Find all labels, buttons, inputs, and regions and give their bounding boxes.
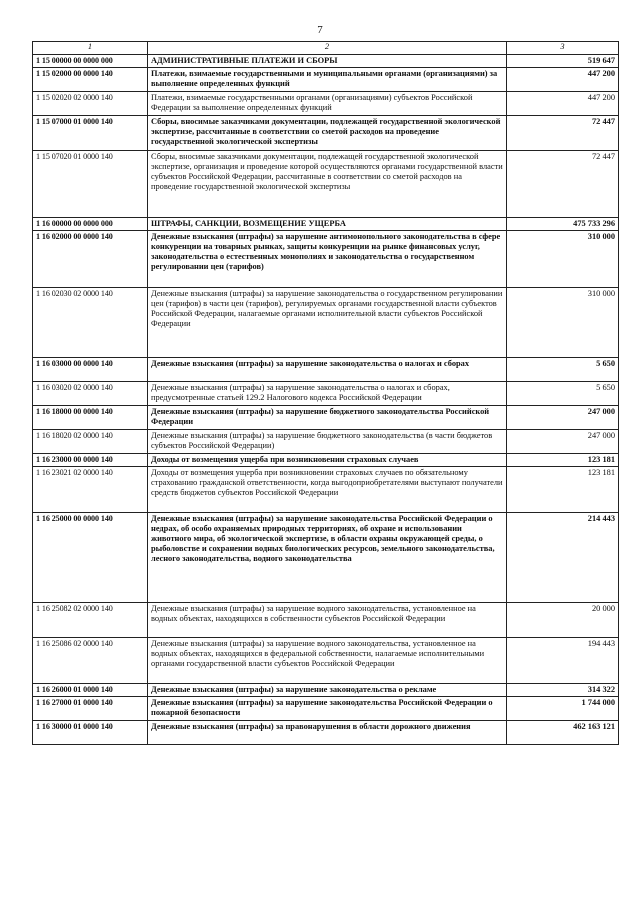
column-header-amount: 3 (507, 42, 619, 55)
table-row (33, 92, 619, 116)
budget-code-cell: 1 16 25082 02 0000 140 (33, 603, 148, 638)
amount-cell: 310 000 (507, 231, 619, 288)
budget-code-cell: 1 16 02030 02 0000 140 (33, 288, 148, 358)
budget-code-cell: 1 16 18000 00 0000 140 (33, 406, 148, 430)
column-header-name: 2 (148, 42, 507, 55)
amount-cell: 20 000 (507, 603, 619, 638)
amount-cell: 5 650 (507, 358, 619, 382)
table-row (33, 721, 619, 745)
description-cell: АДМИНИСТРАТИВНЫЕ ПЛАТЕЖИ И СБОРЫ (148, 55, 507, 68)
budget-code-cell: 1 15 07000 01 0000 140 (33, 116, 148, 151)
amount-cell: 5 650 (507, 382, 619, 406)
table-row (33, 467, 619, 513)
description-cell: Платежи, взимаемые государственными органами (организациями) субъектов Российской Федерации за выполнение определенных функций (148, 92, 507, 116)
description-cell: Денежные взыскания (штрафы) за нарушение законодательства о налогах и сборах (148, 358, 507, 382)
budget-code-cell: 1 16 23021 02 0000 140 (33, 467, 148, 513)
amount-cell: 123 181 (507, 467, 619, 513)
table-row (33, 638, 619, 684)
amount-cell: 314 322 (507, 684, 619, 697)
budget-code-cell: 1 16 25086 02 0000 140 (33, 638, 148, 684)
description-cell: Денежные взыскания (штрафы) за нарушение законодательства о налогах и сборах, предусмотренные статьей 129.2 Налогового кодекса Российской Федерации (148, 382, 507, 406)
table-row (33, 55, 619, 68)
budget-code-cell: 1 15 07020 01 0000 140 (33, 151, 148, 218)
table-row (33, 513, 619, 603)
table-row (33, 151, 619, 218)
description-cell: Денежные взыскания (штрафы) за нарушение законодательства Российской Федерации о пожарной безопасности (148, 697, 507, 721)
table-row (33, 218, 619, 231)
table-row (33, 382, 619, 406)
description-cell: Денежные взыскания (штрафы) за нарушение законодательства Российской Федерации о недрах, об особо охраняемых природных территориях, об охране и использовании животного мира, об экологической экспертизе, в области охраны окружающей среды, о рыболовстве и сохранении водных биологических ресурсов, земельного законодательства, лесного законодательства, водного законодательства (148, 513, 507, 603)
table-row (33, 430, 619, 454)
amount-cell: 72 447 (507, 151, 619, 218)
description-cell: Денежные взыскания (штрафы) за нарушение законодательства о рекламе (148, 684, 507, 697)
amount-cell: 475 733 296 (507, 218, 619, 231)
amount-cell: 519 647 (507, 55, 619, 68)
description-cell: Сборы, вносимые заказчиками документации, подлежащей государственной экологической экспертизе, рассчитанные в соответствии со сметой расходов на проведение государственной экологической экспертизы (148, 116, 507, 151)
amount-cell: 247 000 (507, 430, 619, 454)
description-cell: Денежные взыскания (штрафы) за нарушение бюджетного законодательства (в части бюджетов субъектов Российской Федерации) (148, 430, 507, 454)
table-row (33, 603, 619, 638)
budget-revenue-table (32, 41, 619, 745)
table-row (33, 288, 619, 358)
budget-code-cell: 1 16 30000 01 0000 140 (33, 721, 148, 745)
table-row (33, 116, 619, 151)
amount-cell: 194 443 (507, 638, 619, 684)
column-header-code: 1 (33, 42, 148, 55)
budget-code-cell: 1 16 00000 00 0000 000 (33, 218, 148, 231)
description-cell: Денежные взыскания (штрафы) за нарушение антимонопольного законодательства в сфере конкуренции на товарных рынках, защиты конкуренции на рынке финансовых услуг, законодательства о естественных монополиях и законодательства о государственном регулировании цен (тарифов) (148, 231, 507, 288)
budget-code-cell: 1 16 03000 00 0000 140 (33, 358, 148, 382)
description-cell: Доходы от возмещения ущерба при возникновении страховых случаев по обязательному страхованию гражданской ответственности, когда выгодоприобретателями выступают получатели средств бюджетов субъектов Российской Федерации (148, 467, 507, 513)
table-row (33, 697, 619, 721)
budget-code-cell: 1 16 25000 00 0000 140 (33, 513, 148, 603)
budget-code-cell: 1 16 02000 00 0000 140 (33, 231, 148, 288)
amount-cell: 1 744 000 (507, 697, 619, 721)
page-number: 7 (317, 24, 323, 36)
description-cell: Денежные взыскания (штрафы) за правонарушения в области дорожного движения (148, 721, 507, 745)
budget-code-cell: 1 15 02020 02 0000 140 (33, 92, 148, 116)
amount-cell: 123 181 (507, 454, 619, 467)
description-cell: Денежные взыскания (штрафы) за нарушение водного законодательства, установленное на водных объектах, находящихся в федеральной собственности, налагаемые исполнительными органами государственной власти субъектов Российской Федерации (148, 638, 507, 684)
description-cell: ШТРАФЫ, САНКЦИИ, ВОЗМЕЩЕНИЕ УЩЕРБА (148, 218, 507, 231)
table-row (33, 406, 619, 430)
description-cell: Денежные взыскания (штрафы) за нарушение законодательства о государственном регулировании цен (тарифов) в части цен (тарифов), регулируемых органами государственной власти субъектов Российской Федерации, налагаемые органами исполнительной власти субъектов Российской Федерации (148, 288, 507, 358)
description-cell: Денежные взыскания (штрафы) за нарушение бюджетного законодательства Российской Федерации (148, 406, 507, 430)
amount-cell: 447 200 (507, 68, 619, 92)
amount-cell: 72 447 (507, 116, 619, 151)
description-cell: Сборы, вносимые заказчиками документации, подлежащей государственной экологической экспертизе, организация и проведение которой осуществляются органами государственной власти субъектов Российской Федерации, рассчитанные в соответствии со сметой расходов на проведение государственной экологической экспертизы (148, 151, 507, 218)
table-row (33, 684, 619, 697)
description-cell: Платежи, взимаемые государственными и муниципальными органами (организациями) за выполнение определенных функций (148, 68, 507, 92)
amount-cell: 247 000 (507, 406, 619, 430)
budget-code-cell: 1 16 23000 00 0000 140 (33, 454, 148, 467)
budget-code-cell: 1 16 03020 02 0000 140 (33, 382, 148, 406)
budget-code-cell: 1 15 02000 00 0000 140 (33, 68, 148, 92)
amount-cell: 462 163 121 (507, 721, 619, 745)
table-row (33, 231, 619, 288)
amount-cell: 310 000 (507, 288, 619, 358)
budget-code-cell: 1 16 18020 02 0000 140 (33, 430, 148, 454)
table-row (33, 454, 619, 467)
amount-cell: 447 200 (507, 92, 619, 116)
budget-code-cell: 1 15 00000 00 0000 000 (33, 55, 148, 68)
table-row (33, 358, 619, 382)
description-cell: Денежные взыскания (штрафы) за нарушение водного законодательства, установленное на водных объектах, находящихся в собственности субъектов Российской Федерации (148, 603, 507, 638)
budget-code-cell: 1 16 26000 01 0000 140 (33, 684, 148, 697)
amount-cell: 214 443 (507, 513, 619, 603)
budget-code-cell: 1 16 27000 01 0000 140 (33, 697, 148, 721)
table-row (33, 68, 619, 92)
column-header-row (33, 42, 619, 55)
description-cell: Доходы от возмещения ущерба при возникновении страховых случаев (148, 454, 507, 467)
